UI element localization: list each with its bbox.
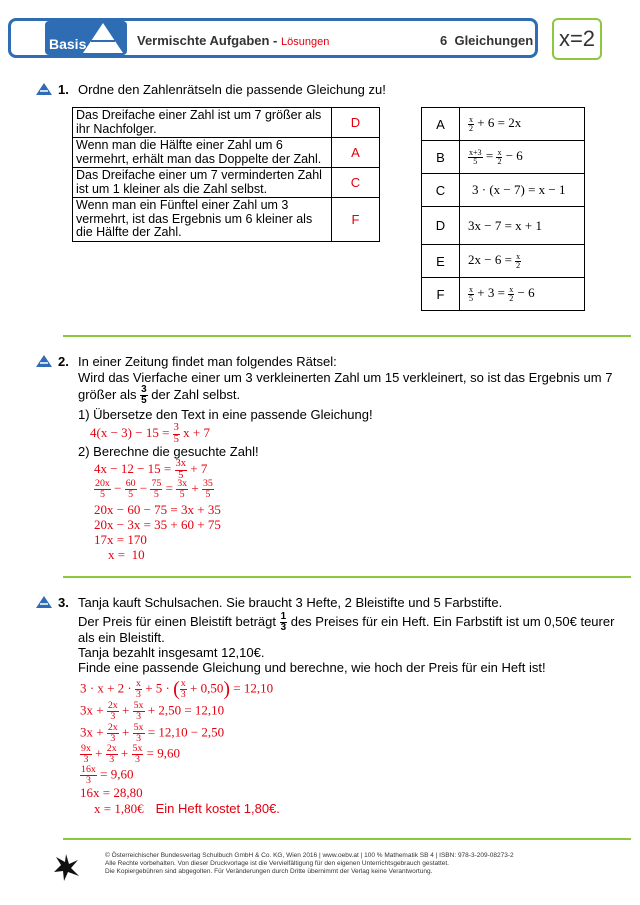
riddle-table <box>72 107 380 242</box>
logo-text: Basis <box>49 36 87 52</box>
q2-sub1: 1) Übersetze den Text in eine passende Gleichung! <box>78 407 373 422</box>
table-row: A $\frac{x}{2}$ + 6 = 2x <box>422 108 585 141</box>
answer-cell: D <box>332 108 380 138</box>
q3-equation: 3 · x + 2 · $\frac{x}{3}$ + 5 · ( $\frac{x}{3}$ + 0,50) = 12,10 <box>80 678 274 700</box>
eq-e: 2x − 6 = $\frac{x}{2}$ <box>460 245 585 278</box>
answer-cell: A <box>332 138 380 168</box>
q1-task: Ordne den Zahlenrätseln die passende Gleichung zu! <box>78 82 386 97</box>
eq-f: $\frac{x}{5}$ + 3 = $\frac{x}{2}$ − 6 <box>460 278 585 311</box>
eq-b: $\frac{x+3}{5}$ = $\frac{x}{2}$ − 6 <box>460 141 585 174</box>
table-row: D 3x − 7 = x + 1 <box>422 207 585 245</box>
divider <box>63 838 631 840</box>
q3-step1: 3x + $\frac{2x}{3}$ + $\frac{5x}{3}$ + 2,50 = 12,10 <box>80 700 225 722</box>
q1-number: 1. <box>58 82 69 97</box>
answer-cell: F <box>332 198 380 242</box>
equation-table <box>421 107 585 311</box>
q2-step6: x = 10 <box>108 547 145 562</box>
badge-x2: x=2 <box>552 18 602 60</box>
table-row: Wenn man die Hälfte einer Zahl um 6 vermehrt, erhält man das Doppelte der Zahl. A <box>73 138 380 168</box>
q3-result: x = 1,80€ Ein Heft kostet 1,80€. <box>94 801 280 816</box>
q3-line2: Der Preis für einen Bleistift beträgt $\frac{1}{3}$ des Preises für ein Heft. Ein Farbstift ist um 0,50€ teurer <box>78 611 615 633</box>
eq-a: $\frac{x}{2}$ + 6 = 2x <box>460 108 585 141</box>
q2-line1: In einer Zeitung findet man folgendes Rätsel: <box>78 354 337 369</box>
table-row: C 3 · (x − 7) = x − 1 <box>422 174 585 207</box>
q2-step1: 4x − 12 − 15 = $\frac{3x}{5}$ + 7 <box>94 458 208 481</box>
chapter-title: 6 Gleichungen <box>440 33 534 48</box>
oebv-logo-icon <box>52 852 80 882</box>
q2-step5: 17x = 170 <box>94 532 147 547</box>
eq-d: 3x − 7 = x + 1 <box>460 207 585 245</box>
q3-line4: Tanja bezahlt insgesamt 12,10€. <box>78 645 265 660</box>
solutions-label: Lösungen <box>281 36 330 48</box>
q3-line5: Finde eine passende Gleichung und berechne, wie hoch der Preis für ein Heft ist! <box>78 660 546 675</box>
q2-number: 2. <box>58 354 69 369</box>
table-row: Das Dreifache einer um 7 verminderten Zahl ist um 1 kleiner als die Zahl selbst. C <box>73 168 380 198</box>
footer-text: © Österreichischer Bundesverlag Schulbuch GmbH & Co. KG, Wien 2016 | www.oebv.at | 100 % Mathematik SB 4 | ISBN: 978-3-209-08273-2 Alle Rechte vorbehalten. Von dieser Druckvorlage ist die Vervielfältigung für den eigenen Unterrichtsgebrauch gestattet. Die Kopiergebühren sind abgegolten. Für Veränderungen durch Dritte übernimmt der Verlag keine Verantwortung. <box>105 852 514 875</box>
question-icon <box>35 354 53 368</box>
question-icon <box>35 595 53 609</box>
q2-line3: größer als $\frac{3}{5}$ der Zahl selbst. <box>78 384 241 406</box>
q3-step2: 3x + $\frac{2x}{3}$ + $\frac{5x}{3}$ = 12,10 − 2,50 <box>80 722 225 744</box>
q3-line3: als ein Bleistift. <box>78 630 165 645</box>
q2-equation: 4(x − 3) − 15 = $\frac{3}{5}$ x + 7 <box>90 422 211 445</box>
q3-step4: $\frac{16x}{3}$ = 9,60 <box>81 764 134 786</box>
q2-line2: Wird das Vierfache einer um 3 verkleinerten Zahl um 15 verkleinert, so ist das Ergebnis um 7 <box>78 370 613 385</box>
table-row: Das Dreifache einer Zahl ist um 7 größer als ihr Nachfolger. D <box>73 108 380 138</box>
divider <box>63 335 631 337</box>
q3-step5: 16x = 28,80 <box>80 785 143 800</box>
basis-logo <box>45 21 127 55</box>
q3-number: 3. <box>58 595 69 610</box>
table-row: F $\frac{x}{5}$ + 3 = $\frac{x}{2}$ − 6 <box>422 278 585 311</box>
answer-cell: C <box>332 168 380 198</box>
q3-line1: Tanja kauft Schulsachen. Sie braucht 3 Hefte, 2 Bleistifte und 5 Farbstifte. <box>78 595 503 610</box>
q3-answer: Ein Heft kostet 1,80€. <box>155 801 280 816</box>
table-row: E 2x − 6 = $\frac{x}{2}$ <box>422 245 585 278</box>
divider <box>63 576 631 578</box>
q3-step3: $\frac{9x}{3}$ + $\frac{2x}{3}$ + $\frac{5x}{3}$ = 9,60 <box>81 743 180 765</box>
eq-c: 3 · (x − 7) = x − 1 <box>460 174 585 207</box>
table-row: Wenn man ein Fünftel einer Zahl um 3 vermehrt, ist das Ergebnis um 6 kleiner als die Hälfte der Zahl. F <box>73 198 380 242</box>
header-title: Vermischte Aufgaben - Lösungen <box>137 33 330 48</box>
q2-sub2: 2) Berechne die gesuchte Zahl! <box>78 444 259 459</box>
q2-step3: 20x − 60 − 75 = 3x + 35 <box>94 502 221 517</box>
question-icon <box>35 82 53 96</box>
q2-step2: $\frac{20x}{5}$ − $\frac{60}{5}$ − $\frac{75}{5}$ = $\frac{3x}{5}$ + $\frac{35}{5}$ <box>95 478 213 500</box>
q2-step4: 20x − 3x = 35 + 60 + 75 <box>94 517 221 532</box>
table-row: B $\frac{x+3}{5}$ = $\frac{x}{2}$ − 6 <box>422 141 585 174</box>
